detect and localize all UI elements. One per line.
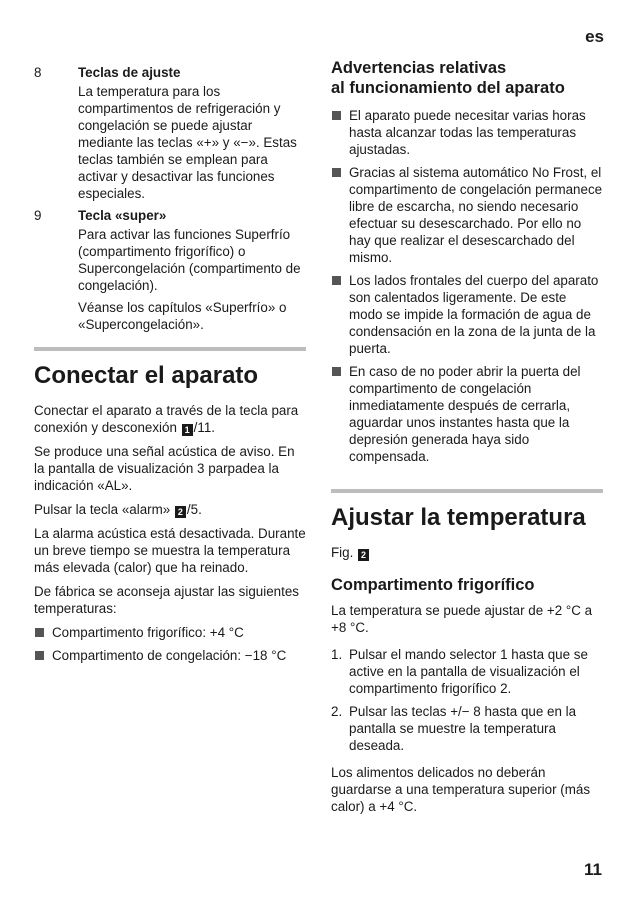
- key-badge: 1: [182, 424, 193, 436]
- paragraph-range: La temperatura se puede ajustar de +2 °C a +8 °C.: [331, 603, 593, 635]
- item-number: 8: [34, 65, 42, 80]
- section-title-conectar: Conectar el aparato: [34, 362, 259, 389]
- step-item: [331, 703, 603, 754]
- key-item-9: [34, 207, 306, 333]
- bullet-item: Compartimento frigorífico: +4 °C: [34, 624, 306, 641]
- warnings-title-line2: al funcionamiento del aparato: [331, 79, 565, 97]
- text-fragment: Conectar el aparato a través de la tecla para conexión y desconexión: [34, 403, 299, 435]
- paragraph-factory: De fábrica se aconseja ajustar las siguientes temperaturas:: [34, 584, 299, 616]
- paragraph-alarm-key: [34, 501, 306, 518]
- right-column: [331, 58, 603, 822]
- key-badge: 2: [358, 549, 369, 561]
- paragraph-delicate-food: Los alimentos delicados no deberán guardarse a una temperatura superior (más calor) a +4 °C.: [331, 765, 591, 814]
- paragraph-signal: Se produce una señal acústica de aviso. En la pantalla de visualización 3 parpadea la indicación «AL».: [34, 444, 295, 493]
- step-number: 1.: [331, 647, 343, 662]
- left-column: [34, 64, 306, 670]
- step-item: [331, 646, 603, 697]
- key-item-8: [34, 64, 306, 202]
- paragraph-connect: [34, 402, 306, 436]
- text-fragment: /5.: [186, 502, 202, 517]
- warnings-title-line1: Advertencias relativas: [331, 59, 507, 77]
- bullet-item: El aparato puede necesitar varias horas hasta alcanzar todas las temperaturas ajustadas.: [331, 107, 603, 158]
- step-text: Pulsar el mando selector 1 hasta que se active en la pantalla de visualización el compartimento frigorífico 2.: [349, 647, 588, 696]
- key-badge: 2: [175, 506, 186, 518]
- bullet-item: Compartimento de congelación: −18 °C: [34, 647, 306, 664]
- bullet-item: Los lados frontales del cuerpo del aparato son calentados ligeramente. De este modo se impide la formación de agua de condensación en la zona de la junta de la puerta.: [331, 272, 603, 357]
- item-paragraph: Véanse los capítulos «Superfrío» o «Supercongelación».: [78, 300, 287, 332]
- step-text: Pulsar las teclas +/− 8 hasta que en la pantalla se muestre la temperatura deseada.: [349, 704, 577, 753]
- page-number: 11: [584, 860, 602, 879]
- bullet-item: Gracias al sistema automático No Frost, el compartimento de congelación permanece libre de escarcha, no siendo necesario efectuar su desescarchado. Por ello no hay que realizar el desescarchado del mismo.: [331, 164, 603, 266]
- section-divider: [331, 489, 603, 493]
- item-title: Tecla «super»: [78, 208, 167, 223]
- figure-reference: [331, 544, 603, 561]
- section-title-ajustar: Ajustar la temperatura: [331, 504, 586, 531]
- language-label: es: [585, 27, 604, 46]
- step-number: 2.: [331, 704, 343, 719]
- item-title: Teclas de ajuste: [78, 65, 181, 80]
- item-paragraph: La temperatura para los compartimentos de refrigeración y congelación se puede ajustar mediante las teclas «+» y «−». Estas teclas también se emplean para activar y desactivar las funciones especiales.: [78, 84, 297, 201]
- bullet-item: En caso de no poder abrir la puerta del compartimento de congelación inmediatamente después de cerrarla, aguardar unos instantes hasta que la depresión generada haya sido compensada.: [331, 363, 603, 465]
- paragraph-alarm-off: La alarma acústica está desactivada. Durante un breve tiempo se muestra la temperatura más elevada (calor) que ha reinado.: [34, 526, 306, 575]
- text-fragment: Pulsar la tecla «alarm»: [34, 502, 174, 517]
- subsection-title: Compartimento frigorífico: [331, 576, 535, 594]
- text-fragment: Fig.: [331, 545, 358, 560]
- item-number: 9: [34, 208, 42, 223]
- text-fragment: /11.: [193, 420, 215, 435]
- section-divider: [34, 347, 306, 351]
- item-paragraph: Para activar las funciones Superfrío (compartimento frigorífico) o Supercongelación (compartimento de congelación).: [78, 227, 301, 293]
